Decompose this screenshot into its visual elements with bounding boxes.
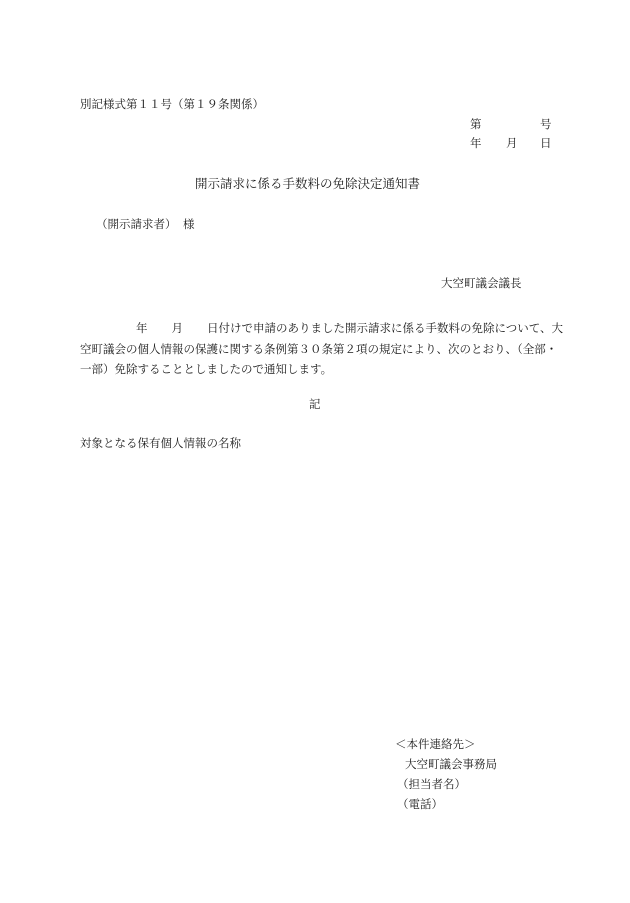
contact-phone: （電話） bbox=[397, 797, 443, 811]
contact-person: （担当者名） bbox=[397, 777, 466, 791]
body-date-month: 月 bbox=[171, 321, 183, 335]
form-number-label: 別記様式第１１号（第１９条関係） bbox=[80, 97, 264, 111]
issuer-name: 大空町議会議長 bbox=[441, 276, 522, 290]
document-number-prefix: 第 bbox=[470, 117, 482, 131]
document-title: 開示請求に係る手数料の免除決定通知書 bbox=[195, 176, 421, 191]
body-text: 日付けで申請のありました開示請求に係る手数料の免除について、大空町議会の個人情報の保護に関する条例第３０条第２項の規定により、次のとおり、（全部・一部）免除することとしましたので通知します。 bbox=[80, 321, 564, 376]
addressee-honorific: 様 bbox=[183, 217, 195, 231]
date-year-label: 年 bbox=[470, 136, 482, 150]
contact-heading: ＜本件連絡先＞ bbox=[395, 737, 476, 751]
date-month-label: 月 bbox=[506, 136, 518, 150]
target-info-label: 対象となる保有個人情報の名称 bbox=[80, 436, 241, 450]
notice-body bbox=[80, 318, 565, 380]
body-date-year: 年 bbox=[136, 321, 148, 335]
date-day-label: 日 bbox=[540, 136, 552, 150]
contact-office: 大空町議会事務局 bbox=[405, 757, 497, 771]
document-number-suffix: 号 bbox=[540, 117, 552, 131]
addressee-label: （開示請求者） bbox=[96, 217, 177, 231]
ki-heading: 記 bbox=[309, 397, 321, 411]
